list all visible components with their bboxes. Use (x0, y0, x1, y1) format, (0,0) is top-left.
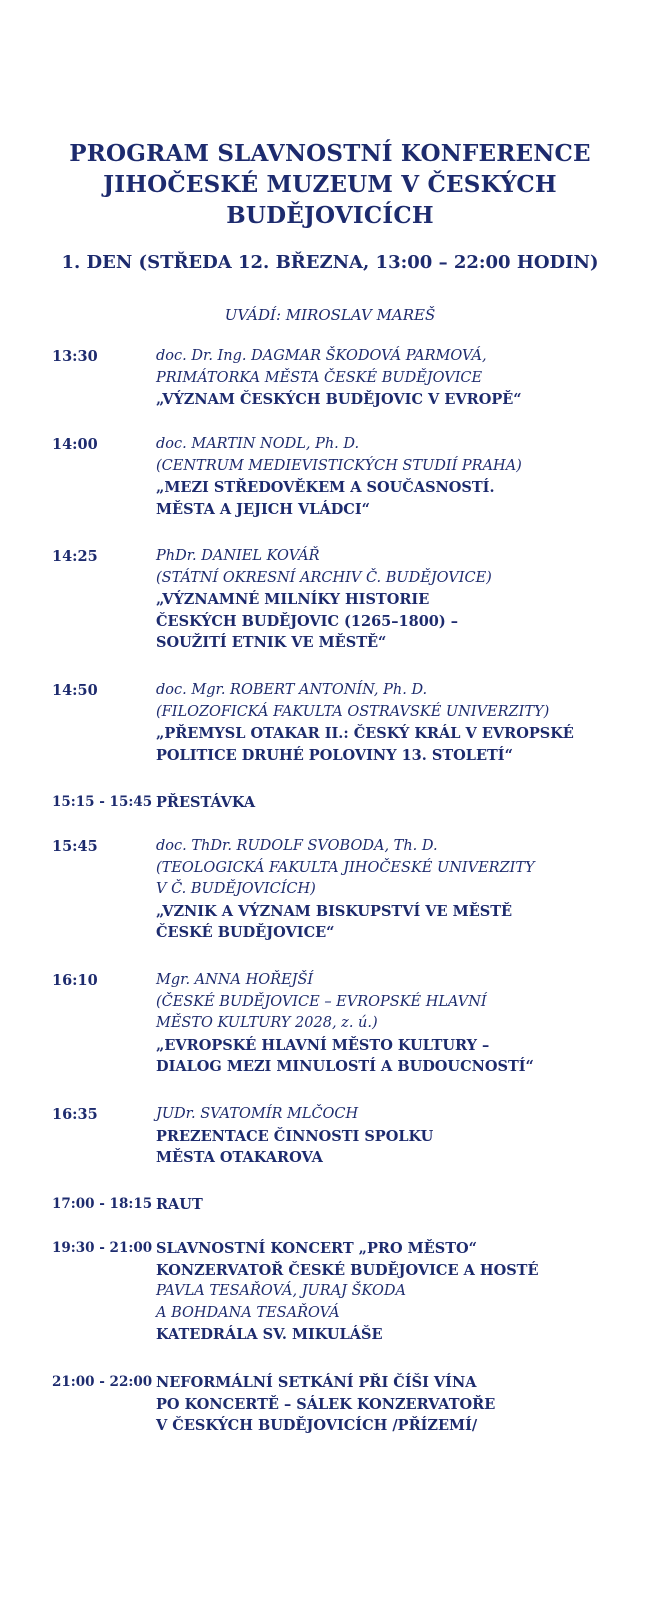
program-speaker-line: (FILOZOFICKÁ FAKULTA OSTRAVSKÉ UNIVERZITY) (156, 703, 550, 720)
program-details (156, 546, 636, 654)
program-details (156, 836, 636, 944)
host-line: UVÁDÍ: MIROSLAV MAREŠ (224, 306, 436, 324)
program-topic-line: DIALOG MEZI MINULOSTÍ A BUDOUCNOSTÍ“ (156, 1058, 534, 1075)
program-details (156, 1372, 636, 1437)
program-speaker-line: (TEOLOGICKÁ FAKULTA JIHOČESKÉ UNIVERZITY (156, 859, 535, 876)
program-time: 14:50 (52, 682, 98, 699)
program-topic-line: „VÝZNAMNÉ MILNÍKY HISTORIE (156, 591, 430, 608)
program-topic-line: NEFORMÁLNÍ SETKÁNÍ PŘI ČÍŠI VÍNA (156, 1374, 477, 1391)
program-speaker-line: doc. Mgr. ROBERT ANTONÍN, Ph. D. (156, 682, 428, 698)
program-topic-line: POLITICE DRUHÉ POLOVINY 13. STOLETÍ“ (156, 746, 513, 764)
program-time: 16:35 (52, 1106, 98, 1123)
day-heading: 1. DEN (STŘEDA 12. BŘEZNA, 13:00 – 22:00 HODIN) (61, 252, 599, 273)
program-details (156, 680, 636, 766)
program-time: 19:30 - 21:00 (52, 1240, 153, 1256)
program-speaker-line: PhDr. DANIEL KOVÁŘ (156, 548, 320, 564)
program-topic-line: MĚSTA A JEJICH VLÁDCI“ (156, 500, 370, 518)
program-details (156, 1238, 636, 1346)
program-time: 13:30 (52, 348, 98, 365)
program-speaker-line: Mgr. ANNA HOŘEJŠÍ (156, 972, 314, 988)
program-speaker-line: (ČESKÉ BUDĚJOVICE – EVROPSKÉ HLAVNÍ (156, 993, 487, 1010)
title-line: BUDĚJOVICÍCH (226, 202, 434, 229)
program-topic-line: „MEZI STŘEDOVĚKEM A SOUČASNOSTÍ. (156, 479, 495, 496)
program-speaker-line: A BOHDANA TESAŘOVÁ (156, 1304, 340, 1321)
program-topic-line: RAUT (156, 1196, 203, 1213)
program-topic-line: „VZNIK A VÝZNAM BISKUPSTVÍ VE MĚSTĚ (156, 902, 513, 920)
program-topic-line: PŘESTÁVKA (156, 794, 256, 811)
program-details (156, 434, 636, 520)
title-line: JIHOČESKÉ MUZEUM V ČESKÝCH (103, 171, 557, 198)
program-speaker-line: PAVLA TESAŘOVÁ, JURAJ ŠKODA (156, 1283, 406, 1299)
program-topic-line: PREZENTACE ČINNOSTI SPOLKU (156, 1127, 434, 1145)
program-topic-line: MĚSTA OTAKAROVA (156, 1149, 323, 1166)
program-topic-line: ČESKÉ BUDĚJOVICE“ (156, 924, 335, 941)
program-time: 15:15 - 15:45 (52, 794, 153, 810)
program-speaker-line: JUDr. SVATOMÍR MLČOCH (156, 1106, 359, 1122)
program-details (156, 346, 636, 411)
program-topic-line: PO KONCERTĚ – SÁLEK KONZERVATOŘE (156, 1395, 496, 1413)
program-topic-line: KONZERVATOŘ ČESKÉ BUDĚJOVICE A HOSTÉ (156, 1261, 539, 1279)
program-speaker-line: doc. Dr. Ing. DAGMAR ŠKODOVÁ PARMOVÁ, (156, 348, 487, 364)
program-speaker-line: PRIMÁTORKA MĚSTA ČESKÉ BUDĚJOVICE (156, 369, 483, 386)
title-line: PROGRAM SLAVNOSTNÍ KONFERENCE (69, 140, 591, 167)
program-details (156, 1194, 636, 1216)
program-time: 14:25 (52, 548, 98, 565)
program-topic-line: ČESKÝCH BUDĚJOVIC (1265–1800) – (156, 612, 459, 630)
program-speaker-line: MĚSTO KULTURY 2028, z. ú.) (156, 1015, 378, 1031)
program-topic-line: SOUŽITÍ ETNIK VE MĚSTĚ“ (156, 634, 387, 651)
program-topic-line: V ČESKÝCH BUDĚJOVICÍCH /PŘÍZEMÍ/ (156, 1417, 478, 1434)
program-time: 16:10 (52, 972, 98, 989)
program-time: 17:00 - 18:15 (52, 1196, 153, 1212)
program-time: 14:00 (52, 436, 98, 453)
program-speaker-line: doc. ThDr. RUDOLF SVOBODA, Th. D. (156, 838, 438, 854)
program-speaker-line: (STÁTNÍ OKRESNÍ ARCHIV Č. BUDĚJOVICE) (156, 569, 492, 586)
program-topic-line: KATEDRÁLA SV. MIKULÁŠE (156, 1326, 383, 1343)
program-topic-line: „EVROPSKÉ HLAVNÍ MĚSTO KULTURY – (156, 1036, 490, 1054)
program-topic-line: „PŘEMYSL OTAKAR II.: ČESKÝ KRÁL V EVROPSKÉ (156, 725, 574, 742)
program-topic-line: „VÝZNAM ČESKÝCH BUDĚJOVIC V EVROPĚ“ (156, 391, 522, 408)
program-details (156, 792, 636, 814)
program-details (156, 970, 636, 1078)
program-time: 15:45 (52, 838, 98, 855)
program-topic-line: SLAVNOSTNÍ KONCERT „PRO MĚSTO“ (156, 1240, 477, 1257)
page-title (20, 138, 640, 231)
program-time: 21:00 - 22:00 (52, 1374, 153, 1390)
program-speaker-line: doc. MARTIN NODL, Ph. D. (156, 436, 360, 452)
program-details (156, 1104, 636, 1169)
program-speaker-line: V Č. BUDĚJOVICÍCH) (156, 881, 316, 897)
program-speaker-line: (CENTRUM MEDIEVISTICKÝCH STUDIÍ PRAHA) (156, 457, 522, 474)
